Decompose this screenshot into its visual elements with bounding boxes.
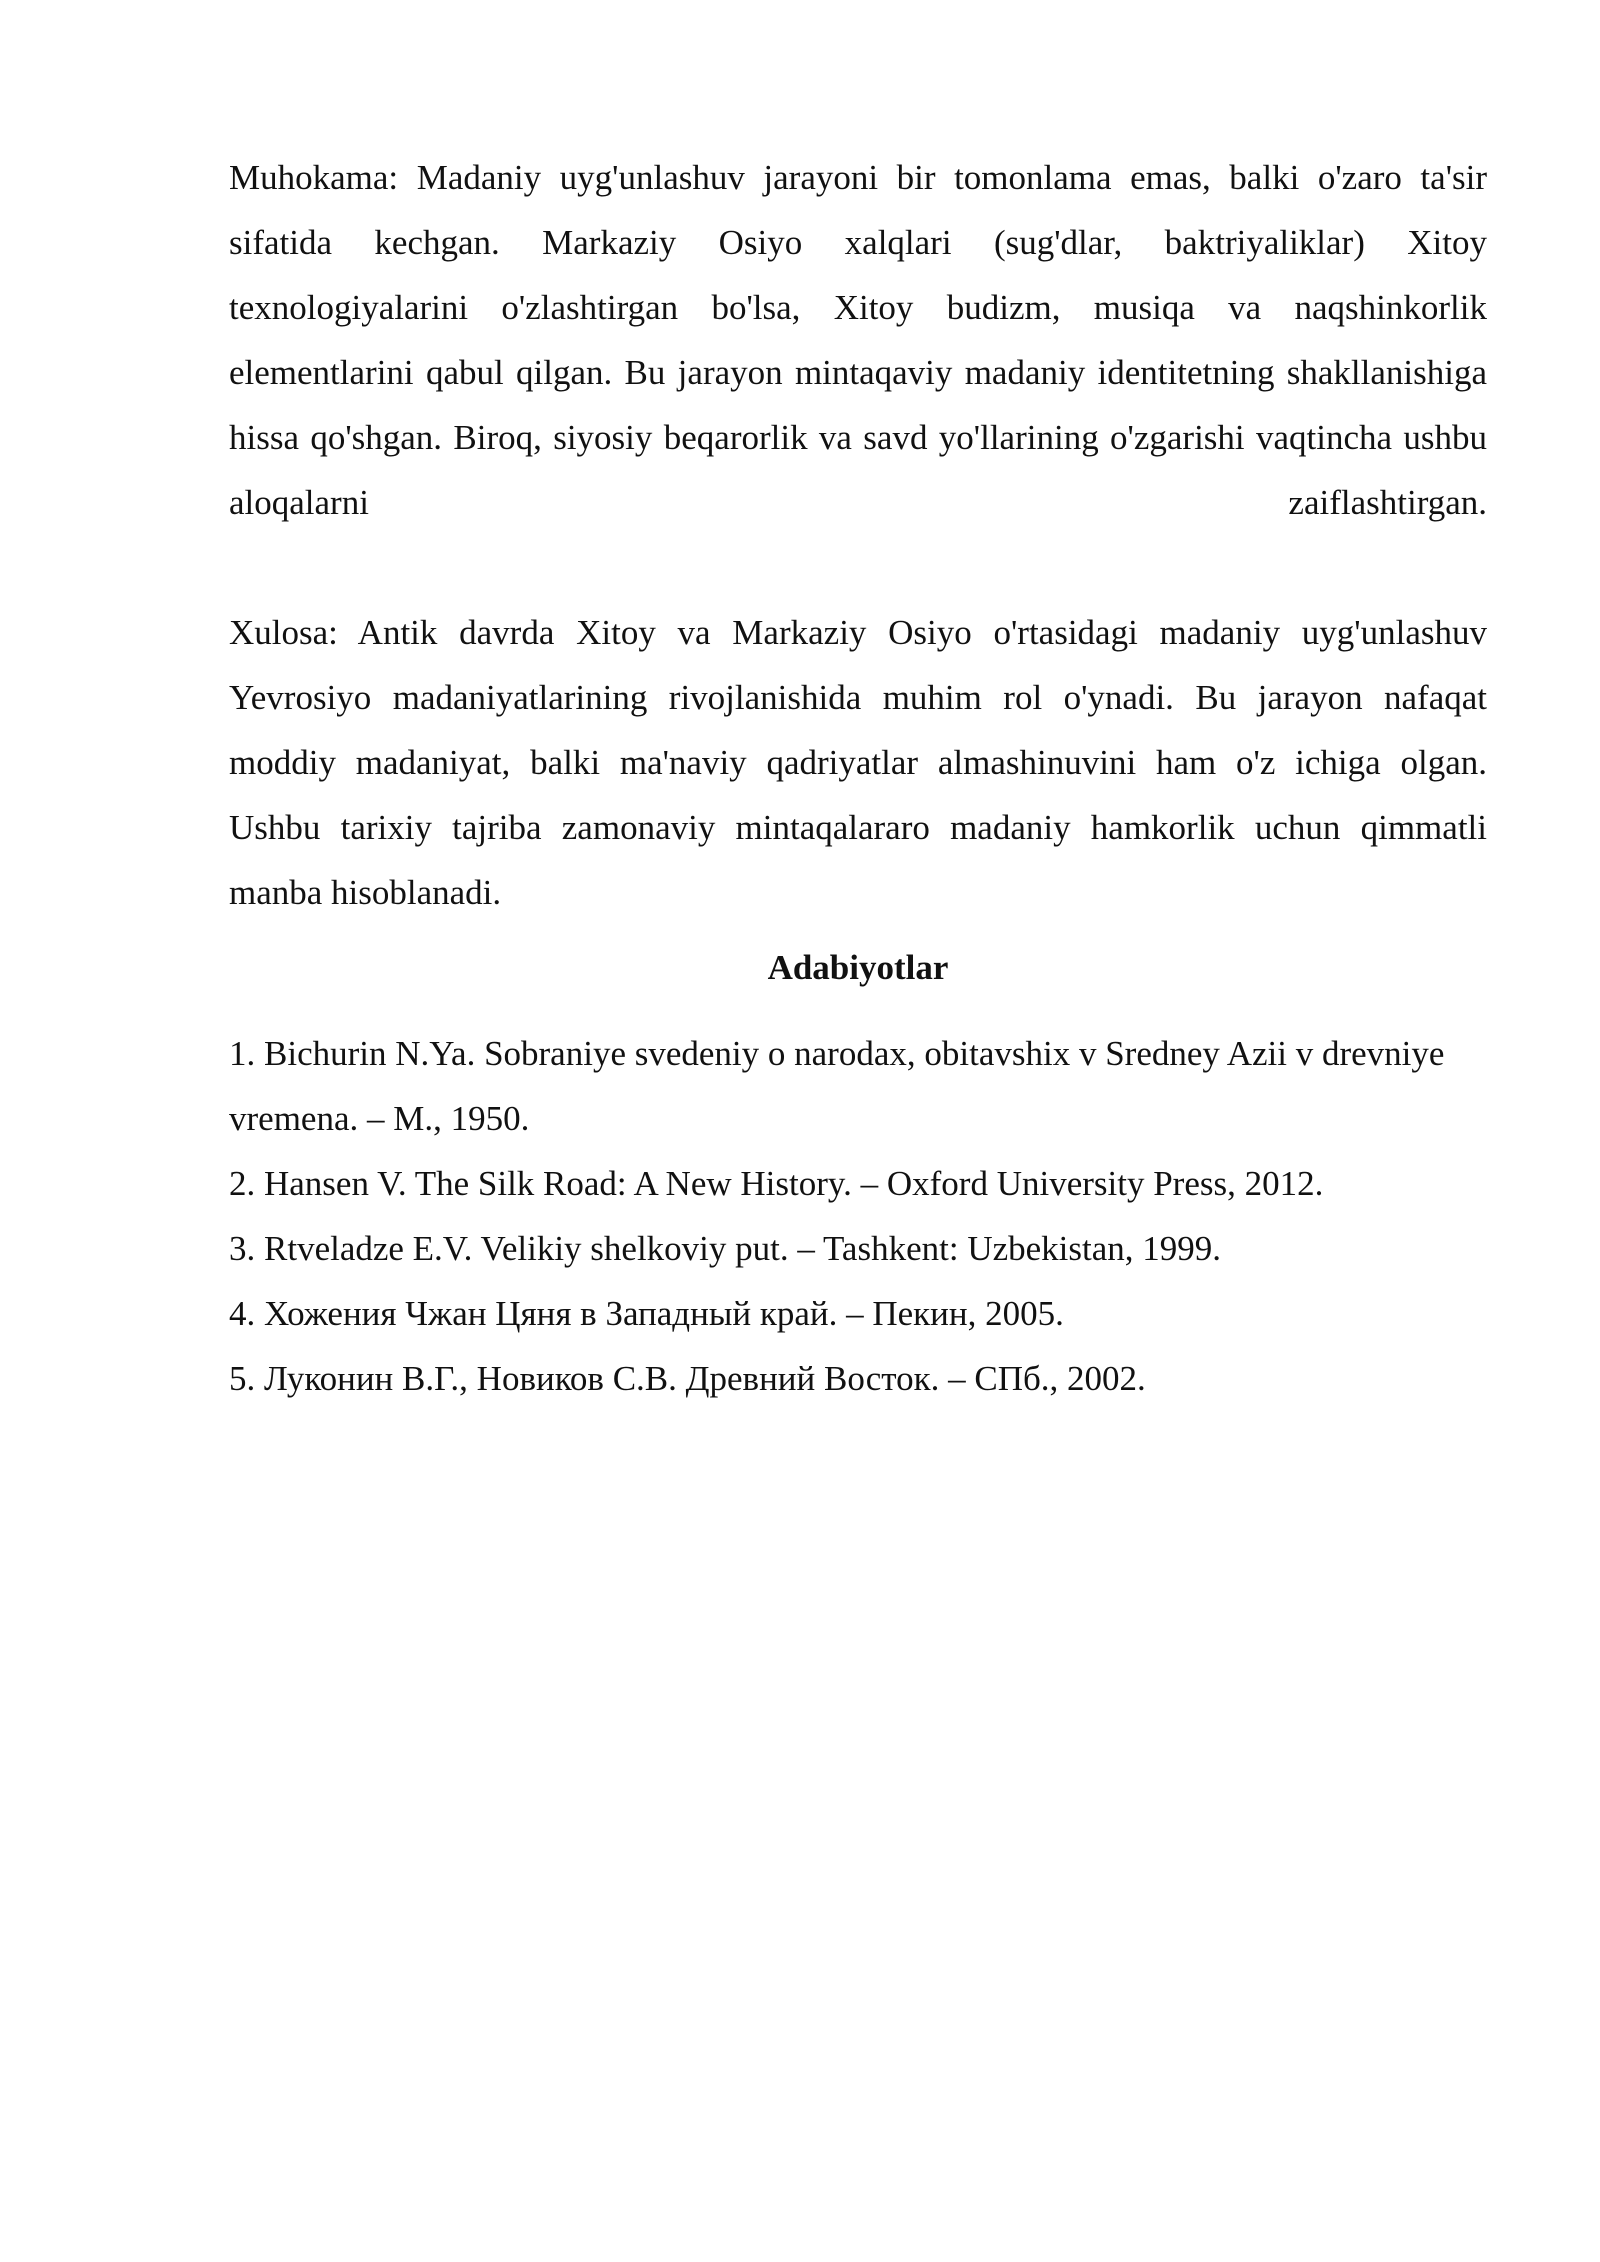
reference-item: 4. Хожения Чжан Цяня в Западный край. – Пекин, 2005.: [229, 1294, 1064, 1333]
conclusion-paragraph: Xulosa: Antik davrda Xitoy va Markaziy Osiyo o'rtasidagi madaniy uyg'unlashuv Yevrosiyo madaniyatlarining rivojlanishida muhim rol o'ynadi. Bu jarayon nafaqat moddiy madaniyat, balki ma'naviy qadriyatlar almashinuvini ham o'z ichiga olgan. Ushbu tarixiy tajriba zamonaviy mintaqalararo madaniy hamkorlik uchun qimmatli manba hisoblanadi.: [229, 613, 1487, 912]
page-content: [229, 145, 1487, 1411]
reference-item: 2. Hansen V. The Silk Road: A New History. – Oxford University Press, 2012.: [229, 1164, 1324, 1203]
paragraph-spacer: [229, 535, 1487, 600]
references-heading: Adabiyotlar: [767, 948, 949, 987]
reference-item: 3. Rtveladze E.V. Velikiy shelkoviy put. – Tashkent: Uzbekistan, 1999.: [229, 1229, 1222, 1268]
references-list: [229, 1021, 1487, 1411]
reference-item: 1. Bichurin N.Ya. Sobraniye svedeniy o narodax, obitavshix v Sredney Azii v drevniye vremena. – M., 1950.: [229, 1034, 1445, 1138]
reference-item: 5. Луконин В.Г., Новиков С.В. Древний Восток. – СПб., 2002.: [229, 1359, 1146, 1398]
discussion-paragraph: Muhokama: Madaniy uyg'unlashuv jarayoni bir tomonlama emas, balki o'zaro ta'sir sifatida kechgan. Markaziy Osiyo xalqlari (sug'dlar, baktriyaliklar) Xitoy texnologiyalarini o'zlashtirgan bo'lsa, Xitoy budizm, musiqa va naqshinkorlik elementlarini qabul qilgan. Bu jarayon mintaqaviy madaniy identitetning shakllanishiga hissa qo'shgan. Biroq, siyosiy beqarorlik va savd yo'llarining o'zgarishi vaqtincha ushbu aloqalarni zaiflashtirgan.: [229, 158, 1487, 522]
